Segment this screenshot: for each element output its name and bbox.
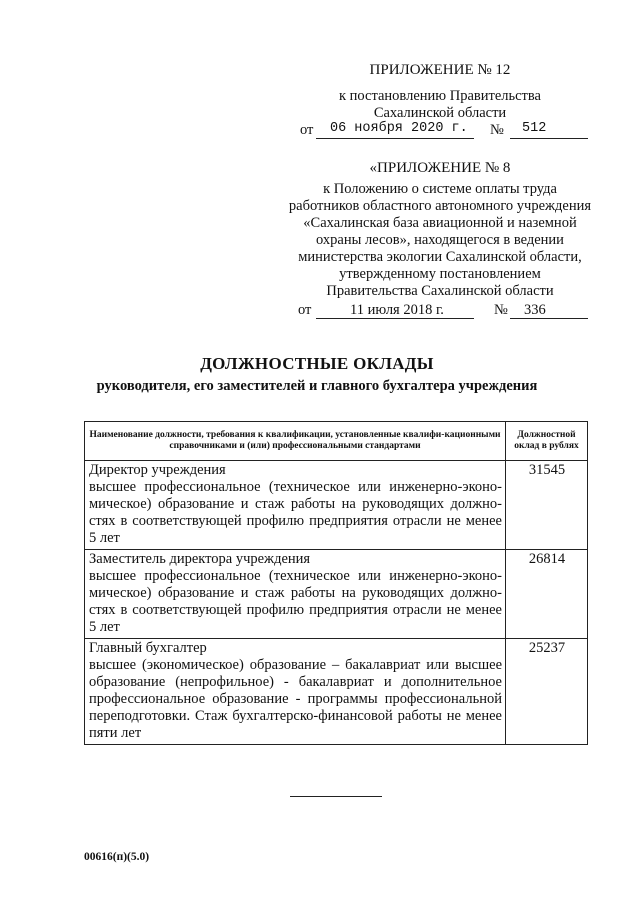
appendix-8-line-6: утвержденному постановлением xyxy=(339,266,541,282)
number-label: № xyxy=(490,122,504,138)
salary-cell: 31545 xyxy=(506,461,588,550)
column-header-salary: Должностной оклад в рублях xyxy=(506,422,588,461)
appendix-8-title: «ПРИЛОЖЕНИЕ № 8 xyxy=(369,160,511,176)
decree-date: 06 ноября 2020 г. xyxy=(330,121,468,136)
position-requirements: высшее профессиональное (техническое или инженерно-эконо-мическое) образование и стаж работы на руководящих должно-стях в соответствующей профилю предприятия отрасли не менее 5 лет xyxy=(89,479,502,546)
appendix-8-line-2: работников областного автономного учреждения xyxy=(288,198,592,214)
number-underline xyxy=(510,318,588,319)
appendix-8-line-1: к Положению о системе оплаты труда xyxy=(323,181,557,197)
table-row xyxy=(85,461,588,550)
salary-table xyxy=(84,421,588,745)
from-label: от xyxy=(300,122,314,138)
table-row xyxy=(85,639,588,745)
position-title: Директор учреждения xyxy=(89,462,226,478)
date-underline xyxy=(316,138,474,139)
appendix-12-line-2: Сахалинской области xyxy=(373,105,507,121)
position-cell xyxy=(85,639,506,745)
position-requirements: высшее (экономическое) образование – бакалавриат или высшее образование (непрофильное) - бакалавриат и дополнительное профессиональное образование - программы профессиональной переподготовки. Стаж бухгалтерско-финансовой работы не менее пяти лет xyxy=(89,657,502,741)
document-heading: ДОЛЖНОСТНЫЕ ОКЛАДЫ xyxy=(200,354,434,373)
appendix-8-reference xyxy=(298,302,590,322)
appendix-8-line-4: охраны лесов», находящегося в ведении xyxy=(316,232,564,248)
position-cell xyxy=(85,550,506,639)
appendix-12-line-1: к постановлению Правительства xyxy=(339,88,541,104)
regulation-number: 336 xyxy=(524,302,546,318)
position-title: Главный бухгалтер xyxy=(89,640,207,656)
position-title: Заместитель директора учреждения xyxy=(89,551,311,567)
decree-number: 512 xyxy=(522,121,547,136)
column-header-position: Наименование должности, требования к квалификации, установленные квалифи-кационными справочниками и (или) профессиональными стандартами xyxy=(85,422,506,461)
appendix-12-reference xyxy=(300,122,590,142)
appendix-8-line-3: «Сахалинская база авиационной и наземной xyxy=(303,215,577,231)
position-requirements: высшее профессиональное (техническое или инженерно-эконо-мическое) образование и стаж работы на руководящих должно-стях в соответствующей профилю предприятия отрасли не менее 5 лет xyxy=(89,568,502,635)
salary-cell: 26814 xyxy=(506,550,588,639)
document-subheading: руководителя, его заместителей и главного бухгалтера учреждения xyxy=(96,378,538,394)
position-cell xyxy=(85,461,506,550)
closing-rule xyxy=(290,796,382,797)
appendix-8-line-7: Правительства Сахалинской области xyxy=(326,283,554,299)
table-row xyxy=(85,550,588,639)
salary-cell: 25237 xyxy=(506,639,588,745)
appendix-12-title: ПРИЛОЖЕНИЕ № 12 xyxy=(369,62,511,78)
number-label: № xyxy=(494,302,508,318)
footer-code: 00616(п)(5.0) xyxy=(84,851,150,863)
appendix-8-line-5: министерства экологии Сахалинской области, xyxy=(298,249,582,265)
number-underline xyxy=(510,138,588,139)
regulation-date: 11 июля 2018 г. xyxy=(350,302,444,318)
table-header-row xyxy=(85,422,588,461)
from-label: от xyxy=(298,302,312,318)
